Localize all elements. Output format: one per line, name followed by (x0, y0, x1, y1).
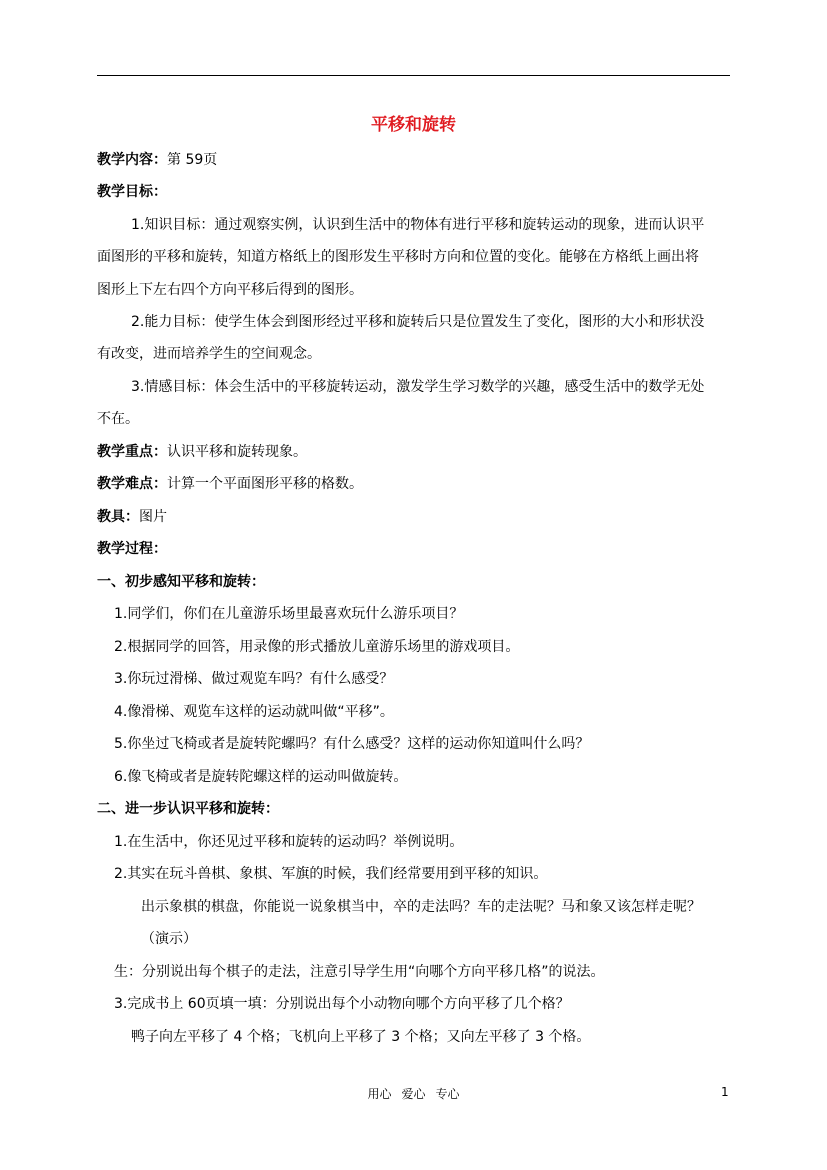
goal-1-line-1: 1.知识目标：通过观察实例，认识到生活中的物体有进行平移和旋转运动的现象，进而认识平 (131, 217, 705, 233)
section-1-item: 3.你玩过滑梯、做过观览车吗？有什么感受？ (114, 671, 394, 687)
key-point-label: 教学重点： (97, 444, 167, 460)
teaching-content-label: 教学内容： (97, 152, 167, 168)
section-2-item-1: 1.在生活中，你还见过平移和旋转的运动吗？举例说明。 (114, 834, 464, 850)
tools-label: 教具： (97, 509, 139, 525)
tools (97, 506, 167, 528)
page-title: 平移和旋转 (371, 115, 456, 135)
section-2-item-2-sub-1: 出示象棋的棋盘，你能说一说象棋当中，卒的走法吗？车的走法呢？马和象又该怎样走呢？ (141, 899, 701, 915)
goal-2-line-1: 2.能力目标：使学生体会到图形经过平移和旋转后只是位置发生了变化，图形的大小和形状没 (131, 314, 705, 330)
section-1-item: 2.根据同学的回答，用录像的形式播放儿童游乐场里的游戏项目。 (114, 639, 520, 655)
difficulty (97, 473, 363, 495)
section-1-item: 4.像滑梯、观览车这样的运动就叫做“平移”。 (114, 704, 394, 720)
goal-2-line-2: 有改变，进而培养学生的空间观念。 (97, 346, 321, 362)
teaching-content-value: 第 59页 (167, 152, 218, 168)
footer-text-1: 用心 (367, 1087, 392, 1101)
section-2-item-3-answer: 鸭子向左平移了 4 个格；飞机向上平移了 3 个格；又向左平移了 3 个格。 (131, 1029, 591, 1045)
goal-1-line-2: 面图形的平移和旋转，知道方格纸上的图形发生平移时方向和位置的变化。能够在方格纸上画出将 (97, 249, 699, 265)
goal-1-line-3: 图形上下左右四个方向平移后得到的图形。 (97, 282, 363, 298)
section-1-heading: 一、初步感知平移和旋转： (97, 574, 265, 590)
difficulty-value: 计算一个平面图形平移的格数。 (167, 476, 363, 492)
goal-3-line-2: 不在。 (97, 411, 139, 427)
tools-value: 图片 (139, 509, 167, 525)
section-1-item: 5.你坐过飞椅或者是旋转陀螺吗？有什么感受？这样的运动你知道叫什么吗？ (114, 736, 590, 752)
section-2-item-2-sub-2: （演示） (141, 931, 197, 947)
difficulty-label: 教学难点： (97, 476, 167, 492)
goals-label: 教学目标： (97, 184, 167, 200)
teaching-content (97, 149, 217, 171)
section-2-student: 生：分别说出每个棋子的走法，注意引导学生用“向哪个方向平移几格”的说法。 (114, 964, 605, 980)
page-footer (0, 1085, 827, 1102)
goal-3-line-1: 3.情感目标：体会生活中的平移旋转运动，激发学生学习数学的兴趣，感受生活中的数学无处 (131, 379, 705, 395)
key-point-value: 认识平移和旋转现象。 (167, 444, 307, 460)
footer-text-3: 专心 (435, 1087, 460, 1101)
section-1-item: 1.同学们，你们在儿童游乐场里最喜欢玩什么游乐项目？ (114, 606, 464, 622)
header-rule (97, 75, 730, 76)
section-2-item-2: 2.其实在玩斗兽棋、象棋、军旗的时候，我们经常要用到平移的知识。 (114, 866, 548, 882)
process-label: 教学过程： (97, 541, 167, 557)
section-2-item-3: 3.完成书上 60页填一填：分别说出每个小动物向哪个方向平移了几个格？ (114, 996, 570, 1012)
section-1-item: 6.像飞椅或者是旋转陀螺这样的运动叫做旋转。 (114, 769, 408, 785)
page-number: 1 (721, 1085, 729, 1099)
section-2-heading: 二、进一步认识平移和旋转： (97, 801, 279, 817)
footer-text-2: 爱心 (401, 1087, 426, 1101)
key-point (97, 441, 307, 463)
